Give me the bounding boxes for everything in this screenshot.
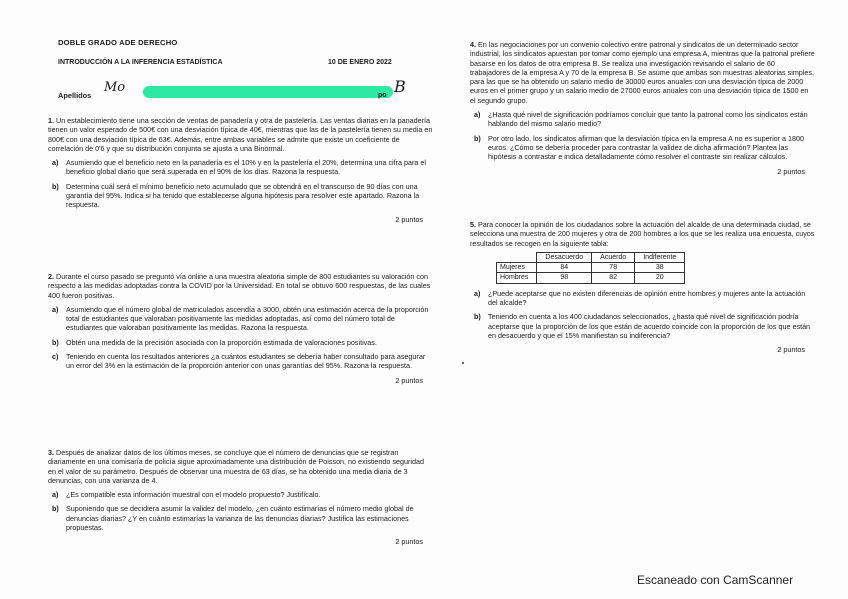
part-text: Asumiendo que el número global de matriculados ascendía a 3000, obtén una estimación acerca de la proporción total de estudiantes que valoraban positivamente las medidas adoptadas, así como del número total de estudiantes que valoraban positivamente las medidas. Razona la respuesta. (66, 304, 429, 333)
question-part (48, 158, 433, 177)
part-label: b) (474, 312, 481, 322)
table-header-row (497, 252, 685, 262)
part-label: b) (52, 504, 59, 514)
group-label: po (378, 92, 387, 99)
points-label: 2 puntos (395, 375, 423, 385)
table-row (497, 273, 685, 283)
course-title: INTRODUCCIÓN A LA INFERENCIA ESTADÍSTICA (58, 59, 223, 66)
exam-date: 10 DE ENERO 2022 (328, 59, 392, 66)
surname-label: Apellidos (58, 91, 92, 100)
part-label: b) (474, 133, 481, 143)
part-text: ¿Hasta qué nivel de significación podríamos concluir que tanto la patronal como los sindicatos están hablando del mismo salario medio? (488, 110, 808, 129)
question-part (470, 289, 815, 308)
points-label: 2 puntos (777, 166, 805, 176)
question-part (48, 352, 433, 371)
question-text: Para conocer la opinión de los ciudadanos sobre la actuación del alcalde de una determinada ciudad, se selecciona una muestra de 200 mujeres y otra de 200 hombres a los que se les realiza una encuesta, cuyos resultados se recogen en la siguiente tabla: (470, 220, 815, 248)
table-cell: 78 (592, 263, 635, 273)
question-part (48, 182, 433, 210)
degree-title: DOBLE GRADO ADE DERECHO (58, 38, 178, 47)
question-3 (48, 448, 433, 547)
question-part (48, 490, 433, 499)
part-text: ¿Es compatible esta información muestral con el modelo propuesto? Justifícalo. (66, 490, 321, 500)
question-number: 4. (470, 40, 476, 49)
question-text: Después de analizar datos de los últimos meses, se concluye que el número de denuncias que se registran diariamente en una comisaría de policía sigue aproximadamente una distribución de Poisson, no existiendo seguridad en el valor de su parámetro. Después de observar una muestra de 63 días, se ha obtenido una media diaria de 3 denuncias, con una varianza de 4. (48, 448, 424, 485)
part-text: Teniendo en cuenta a los 400 ciudadanos seleccionados, ¿hasta qué nivel de significación podría aceptarse que la proporción de los que están de acuerdo coincide con la proporción de los que están en desacuerdo y que el 15% manifiestan su indiferencia? (488, 312, 811, 340)
question-2 (48, 272, 433, 385)
question-1 (48, 116, 433, 224)
question-number: 1. (48, 116, 54, 125)
scan-speck (462, 362, 464, 364)
part-label: c) (52, 352, 59, 362)
handwritten-name: Mo (104, 80, 126, 95)
part-text: Teniendo en cuenta los resultados anteriores ¿a cuántos estudiantes se debería haber consultado para asegurar un error del 3% en la estimación de la proporción anterior con unas garantías del 95%. Razona la respuesta. (66, 352, 426, 371)
group-handwritten: B (394, 77, 406, 96)
question-part (48, 305, 433, 333)
part-text: Asumiendo que el beneficio neto en la panadería es el 10% y en la pastelería el 20%, determina una cifra para el beneficio global diario que será superada en el 90% de los días. Razona la respuesta. (66, 158, 427, 177)
table-row (497, 263, 685, 273)
camscanner-watermark: Escaneado con CamScanner (637, 573, 794, 587)
part-text: Determina cuál será el mínimo beneficio neto acumulado que se obtendrá en el transcurso de 90 días con una garantía del 95%. Indica si ha tenido que establecerse alguna hipótesis para resolver este apartado. Razona la respuesta. (66, 181, 420, 210)
table-cell: 98 (537, 273, 592, 283)
question-4 (470, 40, 815, 176)
table-corner (497, 252, 537, 262)
part-label: a) (474, 288, 481, 298)
points-label: 2 puntos (777, 345, 805, 355)
part-text: Por otro lado, los sindicatos afirman que la desviación típica en la empresa A no es superior a 1800 euros. ¿Cómo se debería proceder para contrastar la validez de dicha afirmación? Plantea las hipótesis a contrastar e indica detalladamente cómo resolver el contraste sin realizar cálculos. (488, 133, 805, 162)
question-part (48, 338, 433, 347)
row-header: Hombres (497, 273, 537, 283)
question-part (470, 312, 815, 340)
table-cell: 84 (537, 263, 592, 273)
part-text: ¿Puede aceptarse que no existen diferencias de opinión entre hombres y mujeres ante la actuación del alcalde? (488, 288, 806, 308)
question-number: 2. (48, 272, 54, 281)
question-number: 3. (48, 448, 54, 457)
part-label: b) (52, 181, 59, 191)
redaction-highlight (143, 86, 393, 98)
part-label: a) (474, 110, 481, 120)
question-text: Durante el curso pasado se preguntó vía online a una muestra aleatoria simple de 800 estudiantes su valoración con respecto a las medidas adoptadas contra la COVID por la Universidad. En total se obtuvo 600 respuestas, de las cuales 400 fueron positivas. (48, 272, 431, 300)
question-5 (470, 220, 815, 355)
part-text: Obtén una medida de la precisión asociada con la proporción estimada de valoraciones positivas. (66, 337, 377, 347)
points-label: 2 puntos (395, 537, 423, 547)
part-text: Suponiendo que se decidiera asumir la validez del modelo, ¿en cuánto estimarías el número medio global de denuncias diarias? ¿Y en cuánto estimarías la varianza de las denuncias diarias? Justifica las estimaciones propuestas. (66, 504, 414, 533)
question-number: 5. (470, 220, 476, 229)
opinion-table (496, 252, 685, 284)
table-cell: 82 (592, 273, 635, 283)
question-part (470, 110, 815, 129)
part-label: a) (52, 158, 59, 168)
table-cell: 20 (635, 273, 685, 283)
points-label: 2 puntos (395, 214, 423, 224)
part-label: b) (52, 337, 59, 347)
table-header: Acuerdo (592, 252, 635, 262)
table-header: Indiferente (635, 252, 685, 262)
row-header: Mujeres (497, 263, 537, 273)
question-part (48, 504, 433, 532)
question-part (470, 134, 815, 162)
table-cell: 38 (635, 263, 685, 273)
part-label: a) (52, 304, 59, 314)
table-header: Desacuerdo (537, 252, 592, 262)
part-label: a) (52, 490, 59, 500)
question-text: Un establecimiento tiene una sección de ventas de panadería y otra de pastelería. Las ventas diarias en la panadería tienen un valor esperado de 500€ con una desviación típica de 40€, mientras que las de la pastelería tienen su media en 800€ con una desviación típica de 63€. Además, entre ambas variables se admite que existe un coeficiente de correlación de 0'6 y que su distribución conjunta se ajusta a una Binormal. (48, 116, 433, 153)
question-text: En las negociaciones por un convenio colectivo entre patronal y sindicatos de un determinado sector industrial, los sindicatos apuestan por tomar como ejemplo una empresa A, mientras que la patronal prefiere basarse en los datos de otra empresa B. Se realiza una investigación revisando el salario de 60 trabajadores de la empresa A y 70 de la empresa B. Se asume que ambas son muestras aleatorias simples, para las que se ha obtenido un salario medio de 30000 euros anuales con una desviación típica de 2000 euros en el primer grupo y un salario medio de 27000 euros anuales con una desviación típica de 1500 en el segundo grupo. (470, 40, 815, 105)
